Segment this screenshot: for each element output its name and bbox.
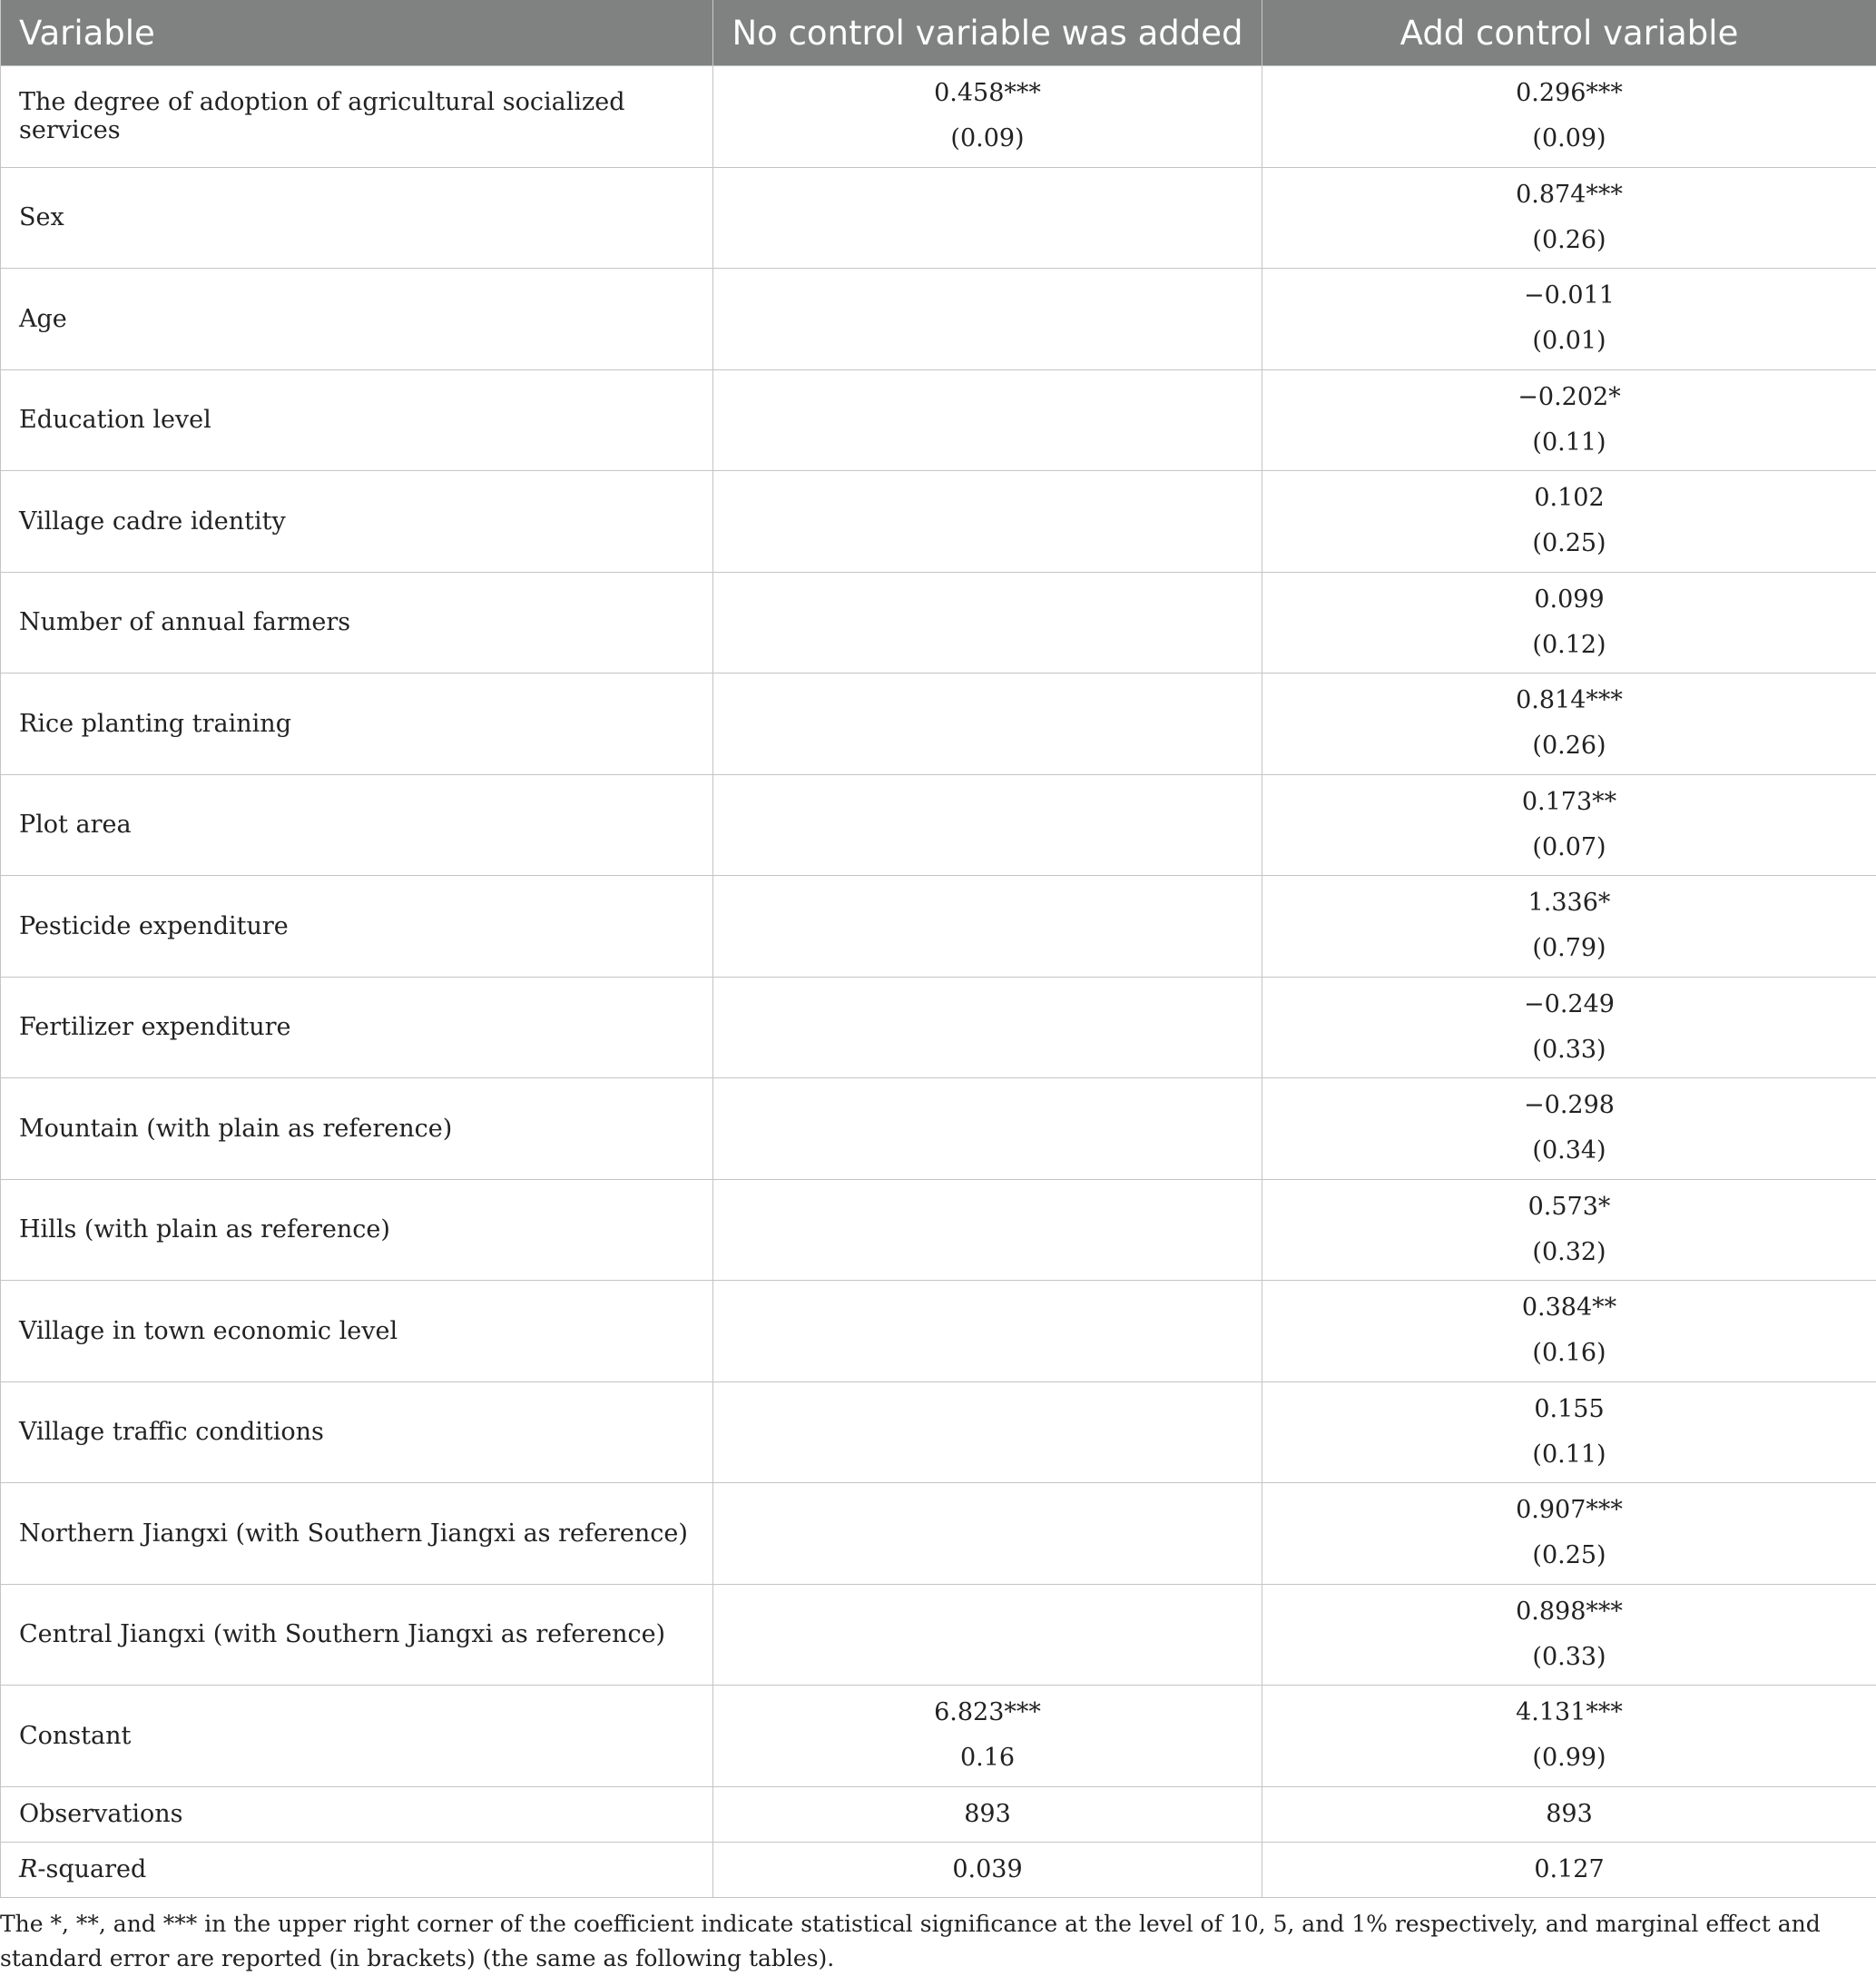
rsquared-add-control: 0.127: [1262, 1842, 1876, 1897]
standard-error-value: (0.34): [1532, 1136, 1606, 1165]
row-label: The degree of adoption of agricultural socialized services: [1, 66, 713, 168]
row-label: [1, 1842, 713, 1897]
standard-error-value: (0.33): [1532, 1642, 1606, 1671]
cell-add-control: [1262, 572, 1876, 673]
standard-error-value: (0.79): [1532, 934, 1606, 963]
cell-add-control: [1262, 66, 1876, 168]
coefficient-value: 0.898***: [1516, 1597, 1623, 1626]
row-label: Mountain (with plain as reference): [1, 1078, 713, 1180]
cell-no-control: [713, 977, 1262, 1078]
standard-error-value: (0.99): [1532, 1744, 1606, 1773]
coefficient-value: 0.173**: [1521, 787, 1617, 816]
coefficient-value: 0.384**: [1521, 1293, 1617, 1322]
row-label: Number of annual farmers: [1, 572, 713, 673]
cell-no-control: [713, 1179, 1262, 1281]
standard-error-value: (0.33): [1532, 1035, 1606, 1064]
cell-no-control: [713, 471, 1262, 573]
cell-no-control: [713, 1281, 1262, 1382]
cell-add-control: [1262, 269, 1876, 370]
coefficient-value: 0.102: [1534, 484, 1605, 513]
table-row-observations: [1, 1786, 1876, 1842]
table-body: [1, 66, 1876, 1898]
cell-no-control: [713, 1584, 1262, 1686]
standard-error-value: (0.32): [1532, 1237, 1606, 1266]
observations-no-control: 893: [713, 1786, 1262, 1842]
row-label: Hills (with plain as reference): [1, 1179, 713, 1281]
row-label: Age: [1, 269, 713, 370]
cell-add-control: [1262, 876, 1876, 978]
cell-add-control: [1262, 977, 1876, 1078]
cell-no-control: [713, 1483, 1262, 1585]
table-row: [1, 1686, 1876, 1787]
cell-add-control: [1262, 1584, 1876, 1686]
cell-no-control: [713, 673, 1262, 775]
table-row: [1, 572, 1876, 673]
standard-error-value: (0.11): [1532, 428, 1606, 457]
cell-no-control: [713, 369, 1262, 471]
standard-error-value: (0.25): [1532, 529, 1606, 558]
cell-add-control: [1262, 1686, 1876, 1787]
row-label: Observations: [1, 1786, 713, 1842]
row-label: Village traffic conditions: [1, 1381, 713, 1483]
standard-error-value: (0.16): [1532, 1339, 1606, 1368]
table-row: [1, 876, 1876, 978]
coefficient-value: 1.336*: [1527, 889, 1611, 918]
row-label: Constant: [1, 1686, 713, 1787]
cell-add-control: [1262, 1483, 1876, 1585]
coefficient-value: 0.296***: [1516, 79, 1623, 108]
header-no-control: No control variable was added: [713, 0, 1262, 66]
table-footnote: The *, **, and *** in the upper right corner of the coefficient indicate statistical significance at the level of 10, 5, and 1% respectively, and marginal effect and standard error are reported (in brackets) (the same as following tables).: [0, 1911, 1821, 1971]
cell-no-control: [713, 1078, 1262, 1180]
coefficient-value: 0.874***: [1516, 180, 1623, 209]
cell-no-control: [713, 66, 1262, 168]
coefficient-value: 0.458***: [934, 79, 1041, 108]
standard-error-value: (0.09): [950, 124, 1025, 153]
table-row: [1, 1281, 1876, 1382]
row-label: Rice planting training: [1, 673, 713, 775]
cell-add-control: [1262, 369, 1876, 471]
table-row: [1, 977, 1876, 1078]
coefficient-value: 6.823***: [934, 1698, 1041, 1727]
table-row: [1, 1078, 1876, 1180]
rsquared-label-italic: R: [19, 1855, 38, 1883]
standard-error-value: (0.09): [1532, 124, 1606, 153]
coefficient-value: 0.907***: [1516, 1496, 1623, 1525]
coefficient-value: −0.202*: [1517, 382, 1621, 411]
table-row: [1, 774, 1876, 876]
rsquared-no-control: 0.039: [713, 1842, 1262, 1897]
table-row: [1, 673, 1876, 775]
rsquared-label-rest: -squared: [37, 1855, 147, 1883]
table-row: [1, 66, 1876, 168]
header-row: [1, 0, 1876, 66]
coefficient-value: −0.298: [1524, 1091, 1615, 1120]
coefficient-value: −0.249: [1524, 989, 1615, 1018]
table-row: [1, 471, 1876, 573]
cell-no-control: [713, 269, 1262, 370]
coefficient-value: 0.155: [1534, 1394, 1605, 1423]
cell-add-control: [1262, 673, 1876, 775]
cell-add-control: [1262, 774, 1876, 876]
coefficient-value: 0.814***: [1516, 686, 1623, 715]
standard-error-value: (0.07): [1532, 832, 1606, 861]
table-row: [1, 1483, 1876, 1585]
standard-error-value: (0.25): [1532, 1541, 1606, 1570]
cell-no-control: [713, 1686, 1262, 1787]
table-row-rsquared: [1, 1842, 1876, 1897]
standard-error-value: (0.11): [1532, 1440, 1606, 1469]
standard-error-value: (0.12): [1532, 630, 1606, 659]
row-label: Sex: [1, 167, 713, 269]
row-label: Village cadre identity: [1, 471, 713, 573]
row-label: Central Jiangxi (with Southern Jiangxi as reference): [1, 1584, 713, 1686]
cell-add-control: [1262, 1179, 1876, 1281]
table-row: [1, 269, 1876, 370]
cell-add-control: [1262, 471, 1876, 573]
row-label: Education level: [1, 369, 713, 471]
cell-no-control: [713, 876, 1262, 978]
cell-no-control: [713, 167, 1262, 269]
coefficient-value: 0.099: [1534, 585, 1605, 614]
row-label: Plot area: [1, 774, 713, 876]
cell-no-control: [713, 774, 1262, 876]
cell-no-control: [713, 1381, 1262, 1483]
header-variable: Variable: [1, 0, 713, 66]
observations-add-control: 893: [1262, 1786, 1876, 1842]
standard-error-value: (0.26): [1532, 732, 1606, 761]
cell-add-control: [1262, 1078, 1876, 1180]
cell-add-control: [1262, 167, 1876, 269]
row-label: Fertilizer expenditure: [1, 977, 713, 1078]
row-label: Northern Jiangxi (with Southern Jiangxi as reference): [1, 1483, 713, 1585]
table-row: [1, 369, 1876, 471]
header-add-control: Add control variable: [1262, 0, 1876, 66]
table-row: [1, 167, 1876, 269]
standard-error-value: 0.16: [959, 1744, 1016, 1773]
table-row: [1, 1179, 1876, 1281]
table-row: [1, 1381, 1876, 1483]
standard-error-value: (0.01): [1532, 327, 1606, 356]
row-label: Pesticide expenditure: [1, 876, 713, 978]
row-label: Village in town economic level: [1, 1281, 713, 1382]
table-row: [1, 1584, 1876, 1686]
cell-no-control: [713, 572, 1262, 673]
coefficient-value: −0.011: [1524, 281, 1615, 310]
coefficient-value: 4.131***: [1516, 1698, 1623, 1727]
cell-add-control: [1262, 1381, 1876, 1483]
coefficient-value: 0.573*: [1527, 1192, 1611, 1221]
cell-add-control: [1262, 1281, 1876, 1382]
standard-error-value: (0.26): [1532, 225, 1606, 254]
